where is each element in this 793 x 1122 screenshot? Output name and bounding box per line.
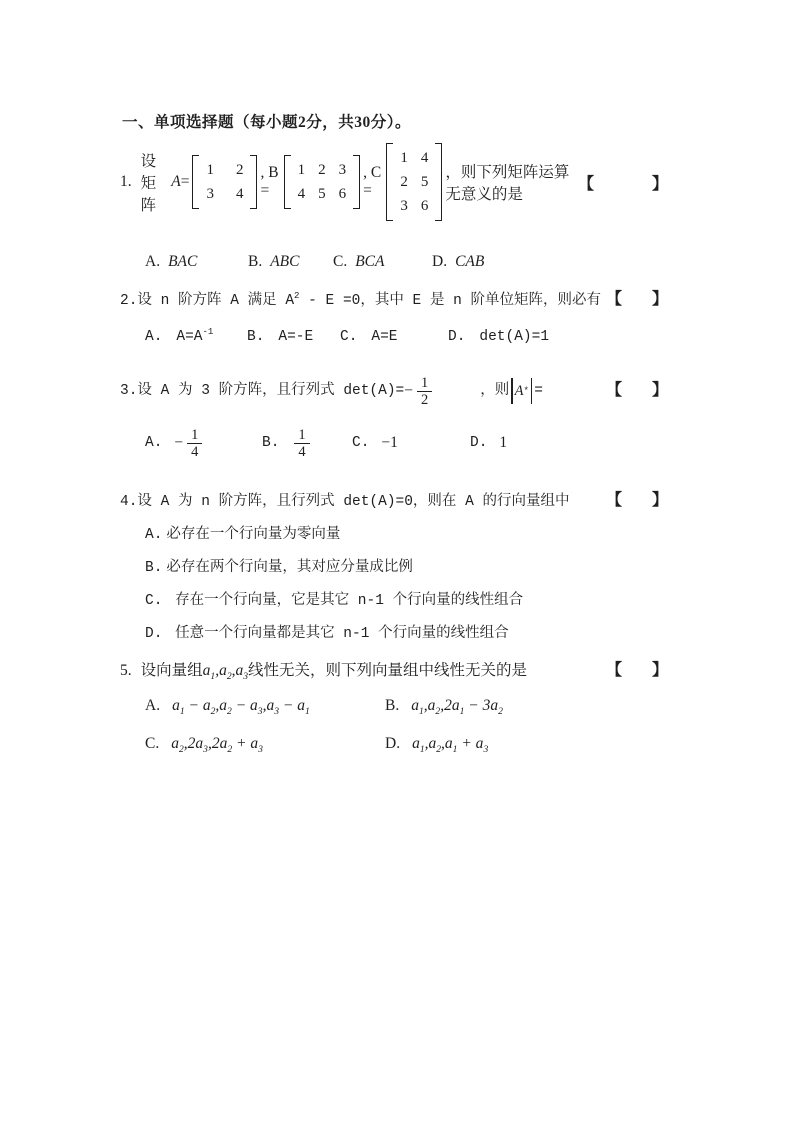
question-1-stem bbox=[120, 140, 668, 224]
matrix-cell: 1 bbox=[206, 162, 214, 178]
stem-text: 设矩阵 bbox=[140, 153, 157, 214]
option-value: 1 bbox=[499, 434, 508, 451]
matrix-cell: 6 bbox=[338, 186, 347, 202]
option-label: D. bbox=[145, 626, 163, 642]
question-5 bbox=[120, 661, 668, 755]
option-label: C. bbox=[340, 329, 358, 345]
stem-text: 设 A 为 n 阶方阵，且行列式 det(A)=0，则在 A 的行向量组中 bbox=[137, 494, 570, 510]
option-b bbox=[145, 559, 668, 577]
bracket-close: 】 bbox=[651, 662, 668, 679]
option-label: A. bbox=[145, 435, 163, 451]
option-label: D. bbox=[448, 329, 466, 345]
fraction-denominator: 2 bbox=[420, 391, 429, 408]
matrix-cell: 3 bbox=[400, 198, 408, 214]
question-3-options bbox=[120, 421, 668, 465]
bracket-open: 【 bbox=[605, 492, 622, 509]
option-a bbox=[145, 252, 248, 272]
option-expression: A=E bbox=[371, 329, 398, 345]
matrix-cell: 1 bbox=[297, 162, 306, 178]
option-label: C. bbox=[333, 253, 348, 270]
stem-text: 设 n 阶方阵 A 满足 $A^2 - E =0$，其中 E 是 n 阶单位矩阵，则必有 bbox=[137, 291, 602, 309]
matrix-cell: 4 bbox=[235, 186, 244, 202]
question-4 bbox=[120, 491, 668, 643]
stem-text: 设向量组 bbox=[140, 662, 203, 679]
matrix-b-grid bbox=[293, 155, 352, 209]
option-text: 存在一个行向量，它是其它 n-1 个行向量的线性组合 bbox=[166, 593, 524, 609]
option-label: C. bbox=[145, 735, 160, 752]
bracket-open: 【 bbox=[605, 382, 622, 399]
bracket-open: 【 bbox=[605, 291, 622, 308]
option-a bbox=[145, 427, 262, 460]
option-c bbox=[145, 733, 385, 755]
matrix-cell: 6 bbox=[420, 198, 429, 214]
bracket-close: 】 bbox=[651, 291, 668, 308]
option-label: A. bbox=[145, 697, 161, 714]
determinant-bar bbox=[511, 378, 512, 404]
option-text: 必存在一个行向量为零向量 bbox=[166, 527, 341, 543]
fraction-numerator: 1 bbox=[417, 375, 432, 392]
question-2-stem bbox=[120, 290, 668, 311]
fraction-one-half bbox=[417, 375, 432, 408]
matrix-cell: 2 bbox=[235, 162, 244, 178]
option-label: B. bbox=[247, 329, 265, 345]
option-label: D. bbox=[470, 435, 488, 451]
question-1 bbox=[120, 140, 668, 272]
matrix-bracket-left bbox=[192, 155, 199, 209]
option-label: A. bbox=[145, 329, 163, 345]
equals-sign: = bbox=[534, 383, 543, 399]
bracket-open: 【 bbox=[577, 175, 594, 193]
bracket-open: 【 bbox=[605, 662, 622, 679]
bracket-close: 】 bbox=[652, 175, 669, 193]
option-expression: BAC bbox=[168, 253, 198, 270]
stem-text: 线性无关，则下列向量组中线性无关的是 bbox=[248, 662, 528, 679]
matrix-cell: 5 bbox=[318, 186, 326, 202]
option-label: B. bbox=[262, 435, 280, 451]
answer-bracket bbox=[606, 290, 668, 310]
fraction-one-quarter bbox=[187, 427, 202, 460]
option-label: C. bbox=[145, 593, 163, 609]
option-c bbox=[333, 252, 432, 272]
option-expression: BCA bbox=[355, 253, 385, 270]
option-expression: ABC bbox=[270, 253, 300, 270]
option-expression: $a_1,a_2,2a_1 - 3a_2$ bbox=[411, 697, 503, 718]
option-a bbox=[145, 526, 668, 544]
option-a bbox=[145, 695, 385, 717]
question-number: 3. bbox=[120, 383, 138, 399]
option-label: A. bbox=[145, 527, 163, 543]
answer-bracket bbox=[606, 661, 668, 681]
option-expression: $A=A^{-1}$ bbox=[176, 327, 214, 345]
bracket-close: 】 bbox=[651, 382, 668, 399]
fraction-numerator: 1 bbox=[187, 427, 202, 444]
stem-text: ，则下列矩阵运算无意义的是 bbox=[445, 164, 570, 203]
equals-sign: = bbox=[180, 173, 190, 190]
matrix-cell: 4 bbox=[297, 186, 306, 202]
option-c bbox=[145, 592, 668, 610]
matrix-b bbox=[284, 155, 361, 209]
matrix-symbol: A bbox=[514, 383, 524, 399]
option-text: 任意一个行向量都是其它 n-1 个行向量的线性组合 bbox=[166, 626, 509, 642]
matrix-bracket-right bbox=[353, 155, 360, 209]
question-number: 2. bbox=[120, 293, 138, 309]
exam-content bbox=[120, 110, 668, 755]
option-text: 必存在两个行向量，其对应分量成比例 bbox=[166, 560, 413, 576]
question-4-stem bbox=[120, 491, 668, 512]
question-5-options bbox=[120, 695, 668, 755]
option-d bbox=[385, 733, 668, 755]
matrix-cell: 3 bbox=[338, 162, 347, 178]
stem-text: 设 A 为 3 阶方阵，且行列式 det(A)= bbox=[137, 383, 405, 399]
matrix-bracket-right bbox=[250, 155, 257, 209]
option-d bbox=[145, 625, 668, 643]
section-heading: 一、单项选择题（每小题2分，共30分）。 bbox=[122, 114, 412, 131]
question-4-options bbox=[120, 526, 668, 643]
option-label: C. bbox=[352, 435, 370, 451]
question-5-stem bbox=[120, 661, 668, 681]
question-2-options bbox=[120, 327, 668, 347]
option-label: B. bbox=[145, 560, 163, 576]
question-2 bbox=[120, 290, 668, 347]
matrix-c bbox=[386, 143, 442, 221]
option-b bbox=[248, 252, 333, 272]
option-d bbox=[470, 433, 507, 453]
question-number: 4. bbox=[120, 494, 138, 510]
option-b bbox=[247, 327, 340, 347]
fraction-denominator: 4 bbox=[298, 443, 306, 460]
option-c bbox=[352, 433, 470, 453]
matrix-a-grid bbox=[201, 155, 248, 209]
matrix-c-grid bbox=[395, 143, 433, 221]
question-number: 5. bbox=[120, 662, 132, 679]
option-b bbox=[385, 695, 668, 717]
option-expression: det(A)=1 bbox=[479, 329, 550, 345]
matrix-cell: 3 bbox=[206, 186, 214, 202]
answer-bracket bbox=[578, 171, 668, 194]
matrix-cell: 2 bbox=[400, 174, 408, 190]
option-expression: $a_2,2a_3,2a_2 + a_3$ bbox=[171, 735, 263, 756]
determinant-bar bbox=[531, 378, 532, 404]
matrix-bracket-left bbox=[386, 143, 393, 221]
question-3-stem bbox=[120, 369, 668, 413]
matrix-a-symbol: A bbox=[171, 173, 181, 190]
question-1-options bbox=[120, 252, 668, 272]
answer-bracket bbox=[606, 381, 668, 401]
option-label: B. bbox=[385, 697, 400, 714]
option-expression: CAB bbox=[455, 253, 485, 270]
matrix-a bbox=[192, 155, 257, 209]
minus-sign: − bbox=[404, 382, 413, 399]
separator-b: , B = bbox=[260, 164, 279, 199]
option-expression: $a_1 - a_2,a_2 - a_3,a_3 - a_1$ bbox=[172, 697, 310, 718]
answer-bracket bbox=[606, 491, 668, 511]
separator-c: , C = bbox=[363, 164, 382, 199]
option-label: D. bbox=[432, 253, 448, 270]
option-d bbox=[448, 327, 549, 347]
matrix-bracket-left bbox=[284, 155, 291, 209]
option-label: A. bbox=[145, 253, 161, 270]
question-3 bbox=[120, 369, 668, 465]
determinant-expression: ，则 A * = bbox=[480, 378, 543, 404]
option-label: B. bbox=[248, 253, 263, 270]
option-b bbox=[262, 427, 352, 460]
fraction-denominator: 4 bbox=[191, 443, 199, 460]
option-c bbox=[340, 327, 448, 347]
bracket-close: 】 bbox=[651, 492, 668, 509]
matrix-cell: 2 bbox=[318, 162, 326, 178]
question-number: 1. bbox=[120, 173, 132, 190]
option-d bbox=[432, 252, 484, 272]
option-a bbox=[145, 327, 247, 347]
stem-text: ，则 bbox=[480, 383, 510, 399]
fraction-numerator: 1 bbox=[294, 427, 309, 444]
matrix-cell: 1 bbox=[400, 150, 408, 166]
option-value: −1 bbox=[381, 434, 398, 451]
vector-group-expression: $a_1,a_2,a_3$ bbox=[202, 662, 249, 683]
option-expression: $a_1,a_2,a_1 + a_3$ bbox=[412, 735, 489, 756]
matrix-cell: 5 bbox=[420, 174, 429, 190]
option-expression: A=-E bbox=[278, 329, 314, 345]
fraction-one-quarter bbox=[294, 427, 309, 460]
option-label: D. bbox=[385, 735, 401, 752]
matrix-cell: 4 bbox=[420, 150, 429, 166]
matrix-bracket-right bbox=[435, 143, 442, 221]
minus-sign: − bbox=[174, 434, 184, 451]
